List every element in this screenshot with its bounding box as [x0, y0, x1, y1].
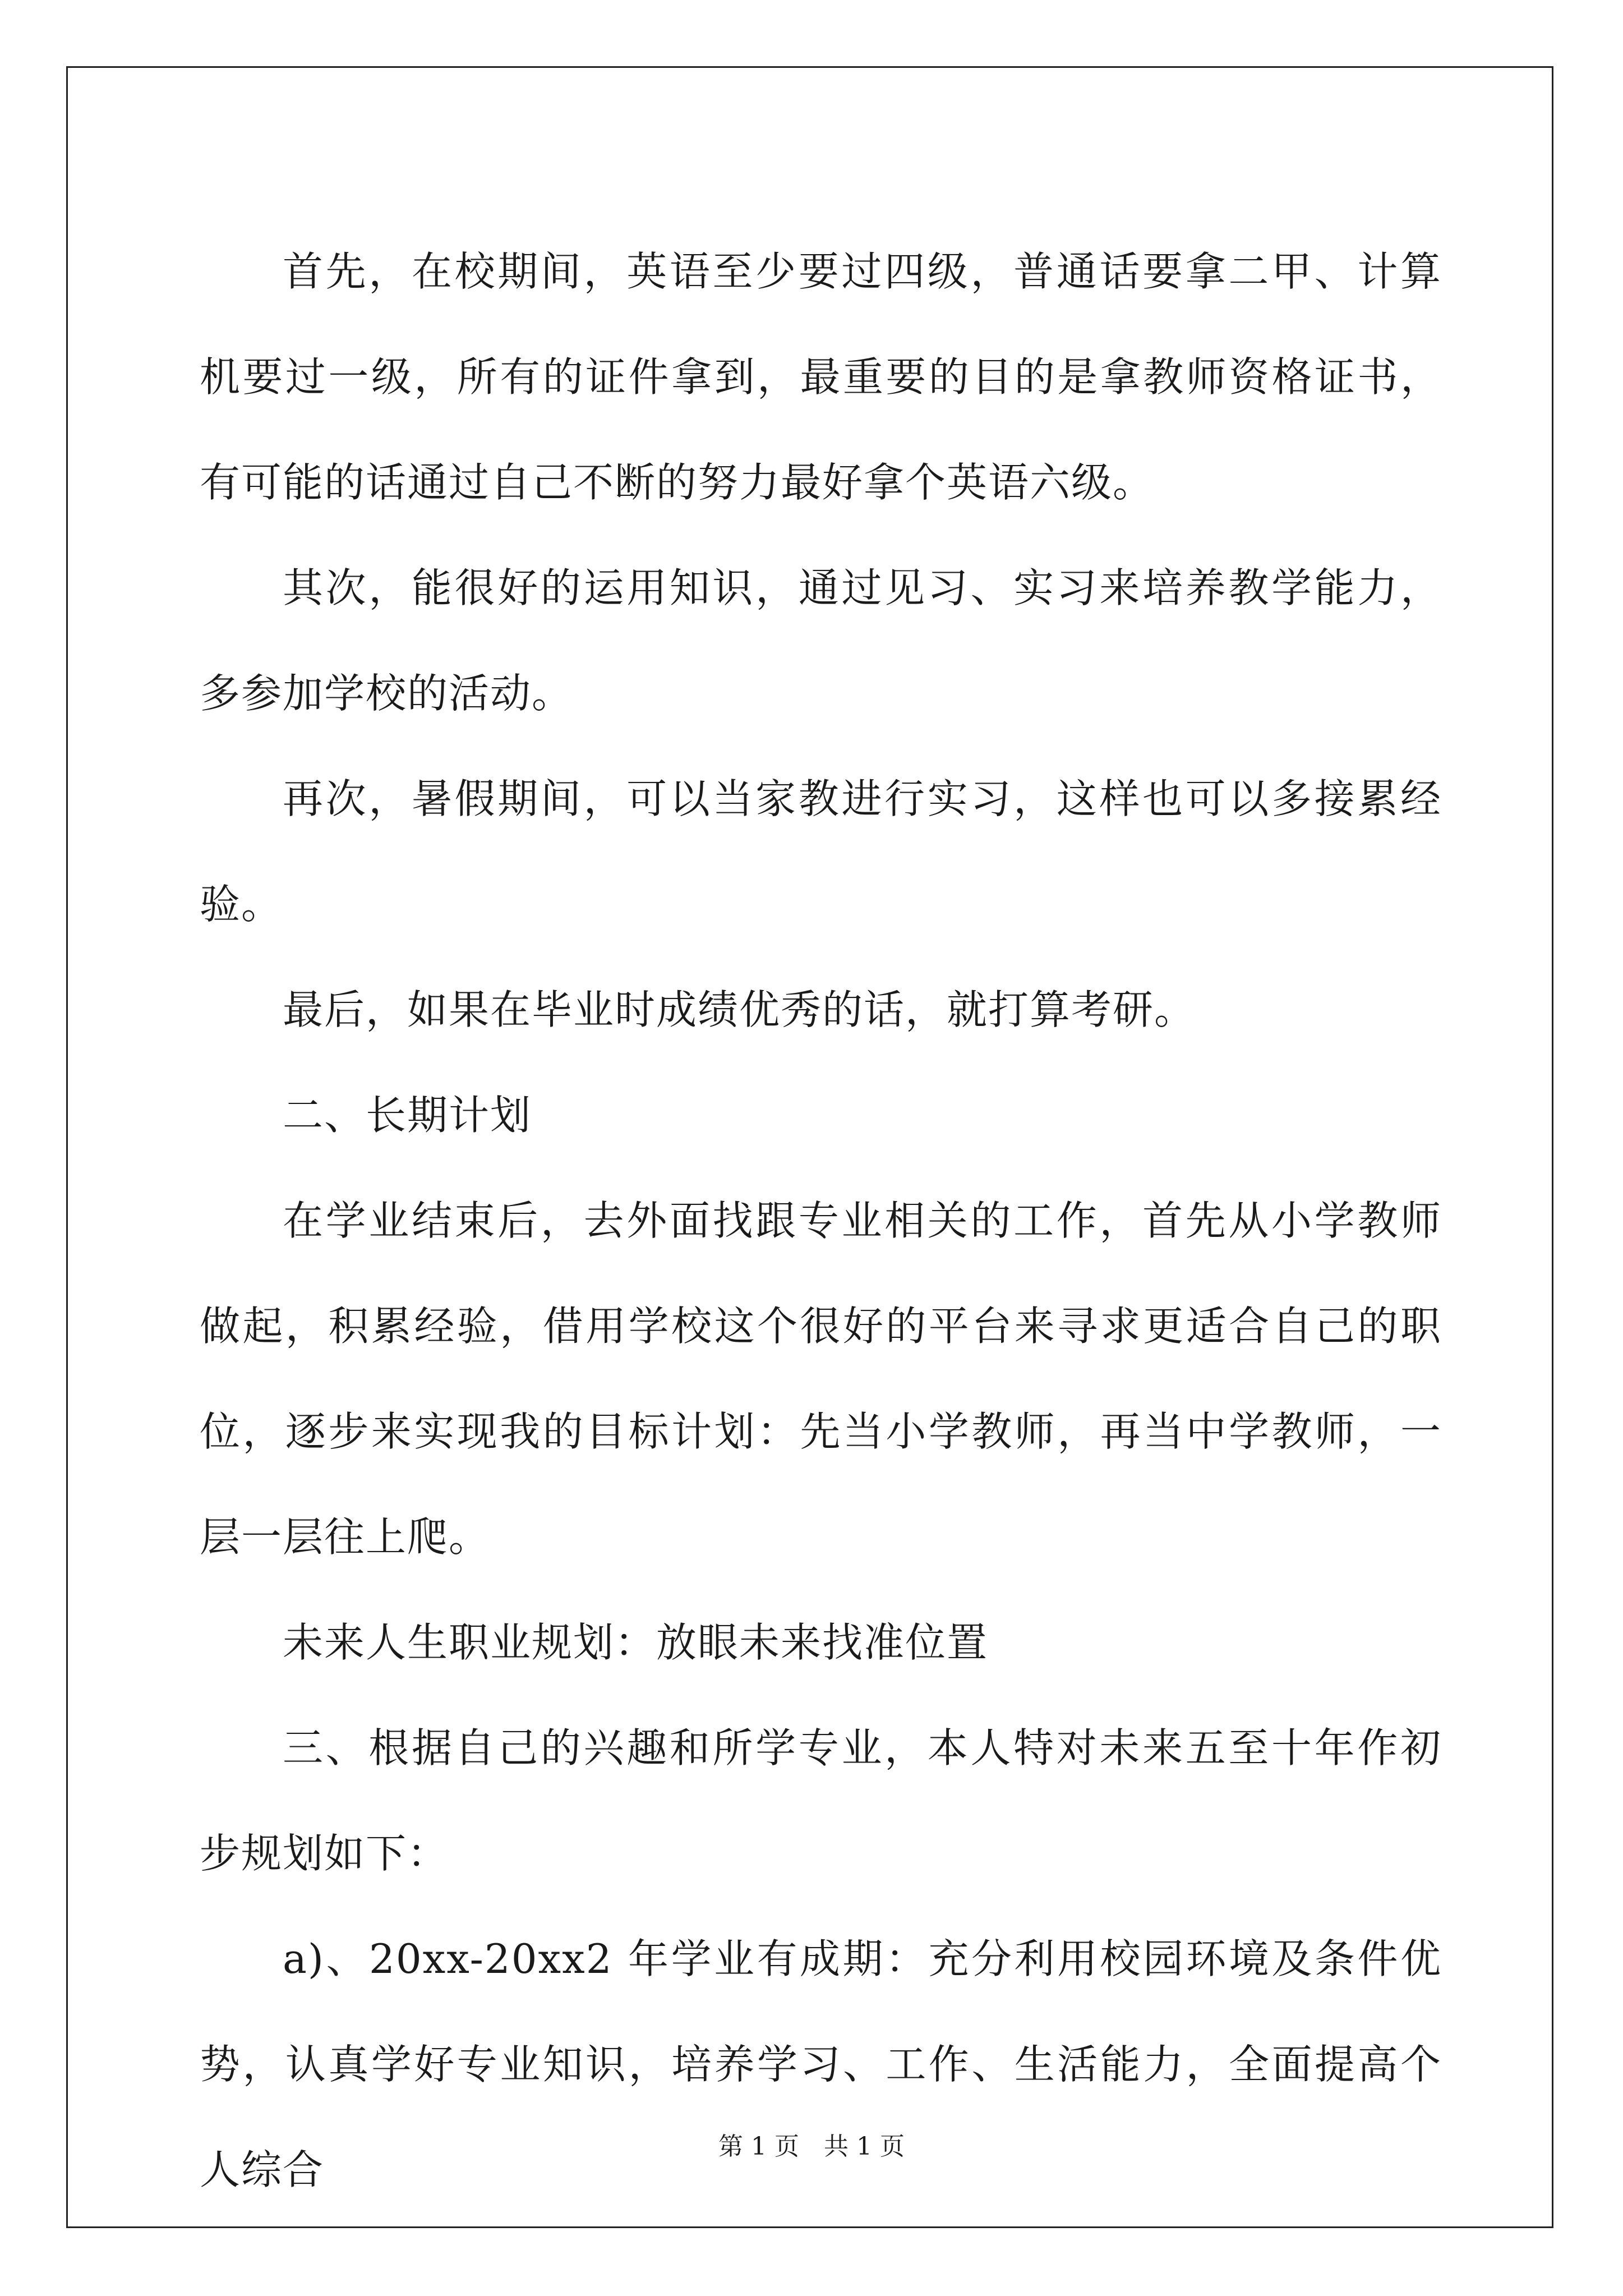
- paragraph: 再次，暑假期间，可以当家教进行实习，这样也可以多接累经验。: [200, 775, 1442, 928]
- paragraph: 最后，如果在毕业时成绩优秀的话，就打算考研。: [283, 986, 1196, 1033]
- section-heading: 三、根据自己的兴趣和所学专业，本人特对未来五至十年作初步规划如下：: [200, 1724, 1442, 1877]
- page-number-footer: 第 1 页 共 1 页: [718, 2132, 905, 2161]
- document-body: [200, 219, 1442, 2223]
- section-heading: 二、长期计划: [283, 1092, 532, 1139]
- paragraph: 未来人生职业规划：放眼未来找准位置: [283, 1619, 989, 1666]
- paragraph: 其次，能很好的运用知识，通过见习、实习来培养教学能力，多参加学校的活动。: [200, 564, 1442, 717]
- paragraph: 在学业结束后，去外面找跟专业相关的工作，首先从小学教师做起，积累经验，借用学校这个很好的平台来寻求更适合自己的职位，逐步来实现我的目标计划：先当小学教师，再当中学教师，一层一层往上爬。: [200, 1197, 1442, 1561]
- paragraph: a)、20xx-20xx2 年学业有成期：充分利用校园环境及条件优势，认真学好专业知识，培养学习、工作、生活能力，全面提高个人综合: [200, 1935, 1442, 2193]
- paragraph: 首先，在校期间，英语至少要过四级，普通话要拿二甲、计算机要过一级，所有的证件拿到，最重要的目的是拿教师资格证书，有可能的话通过自己不断的努力最好拿个英语六级。: [200, 248, 1442, 506]
